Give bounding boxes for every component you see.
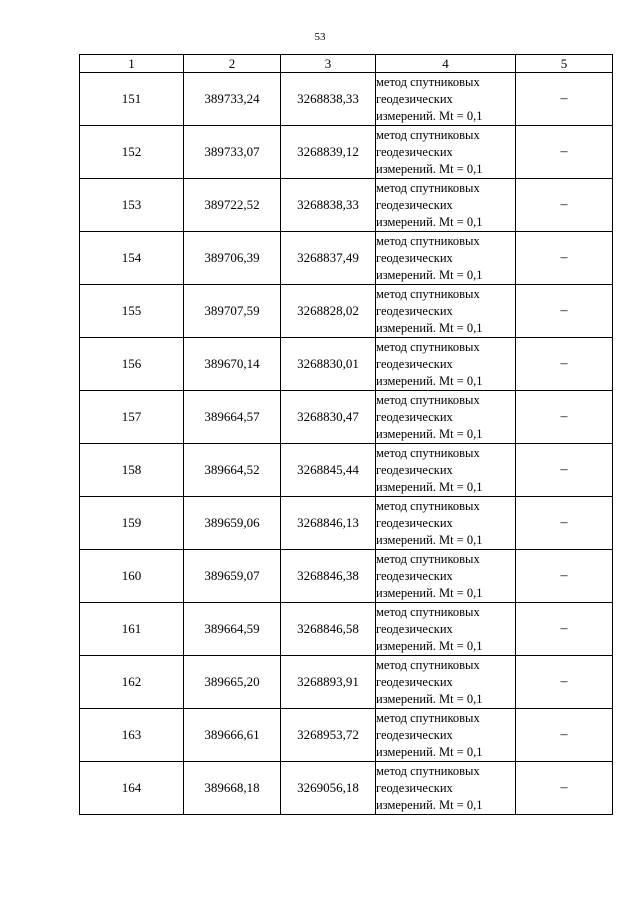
table-row bbox=[80, 73, 613, 126]
point-number-cell: 153 bbox=[80, 179, 184, 232]
table-header-row bbox=[80, 55, 613, 73]
y-coordinate-cell: 3268846,13 bbox=[281, 497, 376, 550]
point-number-cell: 164 bbox=[80, 762, 184, 815]
x-coordinate-cell: 389707,59 bbox=[184, 285, 281, 338]
method-cell bbox=[376, 762, 516, 815]
method-text-line: геодезических bbox=[376, 515, 453, 530]
method-text-line: геодезических bbox=[376, 144, 453, 159]
note-cell: – bbox=[516, 179, 613, 232]
note-cell: – bbox=[516, 762, 613, 815]
column-header-1: 1 bbox=[80, 55, 184, 73]
method-text-line: геодезических bbox=[376, 780, 453, 795]
method-text-line: измерений. Mt = 0,1 bbox=[376, 267, 483, 282]
method-text-line: метод спутниковых bbox=[376, 710, 480, 725]
point-number-cell: 154 bbox=[80, 232, 184, 285]
method-text-line: геодезических bbox=[376, 250, 453, 265]
table-row bbox=[80, 126, 613, 179]
column-header-3: 3 bbox=[281, 55, 376, 73]
method-cell bbox=[376, 603, 516, 656]
point-number-cell: 159 bbox=[80, 497, 184, 550]
table-row bbox=[80, 391, 613, 444]
y-coordinate-cell: 3268845,44 bbox=[281, 444, 376, 497]
x-coordinate-cell: 389664,59 bbox=[184, 603, 281, 656]
point-number-cell: 155 bbox=[80, 285, 184, 338]
method-text-line: метод спутниковых bbox=[376, 233, 480, 248]
column-header-5: 5 bbox=[516, 55, 613, 73]
table-row bbox=[80, 444, 613, 497]
point-number-cell: 163 bbox=[80, 709, 184, 762]
note-cell: – bbox=[516, 709, 613, 762]
method-cell bbox=[376, 73, 516, 126]
y-coordinate-cell: 3268830,01 bbox=[281, 338, 376, 391]
table-row bbox=[80, 179, 613, 232]
method-cell bbox=[376, 285, 516, 338]
x-coordinate-cell: 389664,57 bbox=[184, 391, 281, 444]
note-cell: – bbox=[516, 550, 613, 603]
method-text-line: метод спутниковых bbox=[376, 180, 480, 195]
point-number-cell: 161 bbox=[80, 603, 184, 656]
table-row bbox=[80, 497, 613, 550]
x-coordinate-cell: 389722,52 bbox=[184, 179, 281, 232]
method-text-line: измерений. Mt = 0,1 bbox=[376, 691, 483, 706]
point-number-cell: 156 bbox=[80, 338, 184, 391]
x-coordinate-cell: 389706,39 bbox=[184, 232, 281, 285]
method-cell bbox=[376, 126, 516, 179]
method-cell bbox=[376, 391, 516, 444]
method-text-line: метод спутниковых bbox=[376, 445, 480, 460]
y-coordinate-cell: 3268838,33 bbox=[281, 179, 376, 232]
method-text-line: метод спутниковых bbox=[376, 763, 480, 778]
table-row bbox=[80, 709, 613, 762]
method-text-line: метод спутниковых bbox=[376, 127, 480, 142]
y-coordinate-cell: 3268828,02 bbox=[281, 285, 376, 338]
point-number-cell: 157 bbox=[80, 391, 184, 444]
method-text-line: измерений. Mt = 0,1 bbox=[376, 108, 483, 123]
method-text-line: геодезических bbox=[376, 409, 453, 424]
x-coordinate-cell: 389668,18 bbox=[184, 762, 281, 815]
method-text-line: метод спутниковых bbox=[376, 339, 480, 354]
method-text-line: геодезических bbox=[376, 568, 453, 583]
note-cell: – bbox=[516, 603, 613, 656]
point-number-cell: 151 bbox=[80, 73, 184, 126]
note-cell: – bbox=[516, 338, 613, 391]
method-text-line: геодезических bbox=[376, 462, 453, 477]
note-cell: – bbox=[516, 444, 613, 497]
note-cell: – bbox=[516, 285, 613, 338]
point-number-cell: 158 bbox=[80, 444, 184, 497]
column-header-4: 4 bbox=[376, 55, 516, 73]
method-text-line: метод спутниковых bbox=[376, 286, 480, 301]
method-text-line: измерений. Mt = 0,1 bbox=[376, 585, 483, 600]
point-number-cell: 162 bbox=[80, 656, 184, 709]
method-text-line: геодезических bbox=[376, 674, 453, 689]
method-cell bbox=[376, 232, 516, 285]
point-number-cell: 160 bbox=[80, 550, 184, 603]
method-text-line: геодезических bbox=[376, 727, 453, 742]
method-text-line: измерений. Mt = 0,1 bbox=[376, 426, 483, 441]
x-coordinate-cell: 389664,52 bbox=[184, 444, 281, 497]
table-row bbox=[80, 285, 613, 338]
method-text-line: измерений. Mt = 0,1 bbox=[376, 161, 483, 176]
note-cell: – bbox=[516, 232, 613, 285]
method-text-line: измерений. Mt = 0,1 bbox=[376, 373, 483, 388]
table-row bbox=[80, 603, 613, 656]
method-text-line: метод спутниковых bbox=[376, 551, 480, 566]
x-coordinate-cell: 389666,61 bbox=[184, 709, 281, 762]
x-coordinate-cell: 389733,24 bbox=[184, 73, 281, 126]
y-coordinate-cell: 3268846,38 bbox=[281, 550, 376, 603]
method-text-line: метод спутниковых bbox=[376, 74, 480, 89]
table-row bbox=[80, 232, 613, 285]
column-header-2: 2 bbox=[184, 55, 281, 73]
method-text-line: метод спутниковых bbox=[376, 657, 480, 672]
method-cell bbox=[376, 338, 516, 391]
table-row bbox=[80, 550, 613, 603]
method-text-line: измерений. Mt = 0,1 bbox=[376, 320, 483, 335]
y-coordinate-cell: 3268837,49 bbox=[281, 232, 376, 285]
table-row bbox=[80, 338, 613, 391]
note-cell: – bbox=[516, 73, 613, 126]
point-number-cell: 152 bbox=[80, 126, 184, 179]
note-cell: – bbox=[516, 391, 613, 444]
y-coordinate-cell: 3268830,47 bbox=[281, 391, 376, 444]
method-cell bbox=[376, 656, 516, 709]
note-cell: – bbox=[516, 126, 613, 179]
method-text-line: геодезических bbox=[376, 621, 453, 636]
method-text-line: метод спутниковых bbox=[376, 604, 480, 619]
method-text-line: измерений. Mt = 0,1 bbox=[376, 214, 483, 229]
x-coordinate-cell: 389733,07 bbox=[184, 126, 281, 179]
method-text-line: измерений. Mt = 0,1 bbox=[376, 479, 483, 494]
y-coordinate-cell: 3268839,12 bbox=[281, 126, 376, 179]
table-body bbox=[80, 73, 613, 815]
x-coordinate-cell: 389665,20 bbox=[184, 656, 281, 709]
method-text-line: измерений. Mt = 0,1 bbox=[376, 532, 483, 547]
table-row bbox=[80, 656, 613, 709]
x-coordinate-cell: 389659,07 bbox=[184, 550, 281, 603]
method-cell bbox=[376, 550, 516, 603]
method-text-line: геодезических bbox=[376, 356, 453, 371]
method-cell bbox=[376, 179, 516, 232]
method-text-line: геодезических bbox=[376, 303, 453, 318]
method-text-line: измерений. Mt = 0,1 bbox=[376, 638, 483, 653]
x-coordinate-cell: 389659,06 bbox=[184, 497, 281, 550]
y-coordinate-cell: 3268953,72 bbox=[281, 709, 376, 762]
y-coordinate-cell: 3268846,58 bbox=[281, 603, 376, 656]
y-coordinate-cell: 3269056,18 bbox=[281, 762, 376, 815]
note-cell: – bbox=[516, 656, 613, 709]
method-text-line: метод спутниковых bbox=[376, 498, 480, 513]
y-coordinate-cell: 3268893,91 bbox=[281, 656, 376, 709]
x-coordinate-cell: 389670,14 bbox=[184, 338, 281, 391]
method-text-line: измерений. Mt = 0,1 bbox=[376, 744, 483, 759]
method-text-line: измерений. Mt = 0,1 bbox=[376, 797, 483, 812]
table-row bbox=[80, 762, 613, 815]
y-coordinate-cell: 3268838,33 bbox=[281, 73, 376, 126]
page-number: 53 bbox=[314, 31, 326, 43]
method-cell bbox=[376, 497, 516, 550]
method-text-line: геодезических bbox=[376, 197, 453, 212]
note-cell: – bbox=[516, 497, 613, 550]
method-text-line: геодезических bbox=[376, 91, 453, 106]
method-cell bbox=[376, 709, 516, 762]
method-cell bbox=[376, 444, 516, 497]
coordinates-table bbox=[79, 54, 613, 815]
method-text-line: метод спутниковых bbox=[376, 392, 480, 407]
